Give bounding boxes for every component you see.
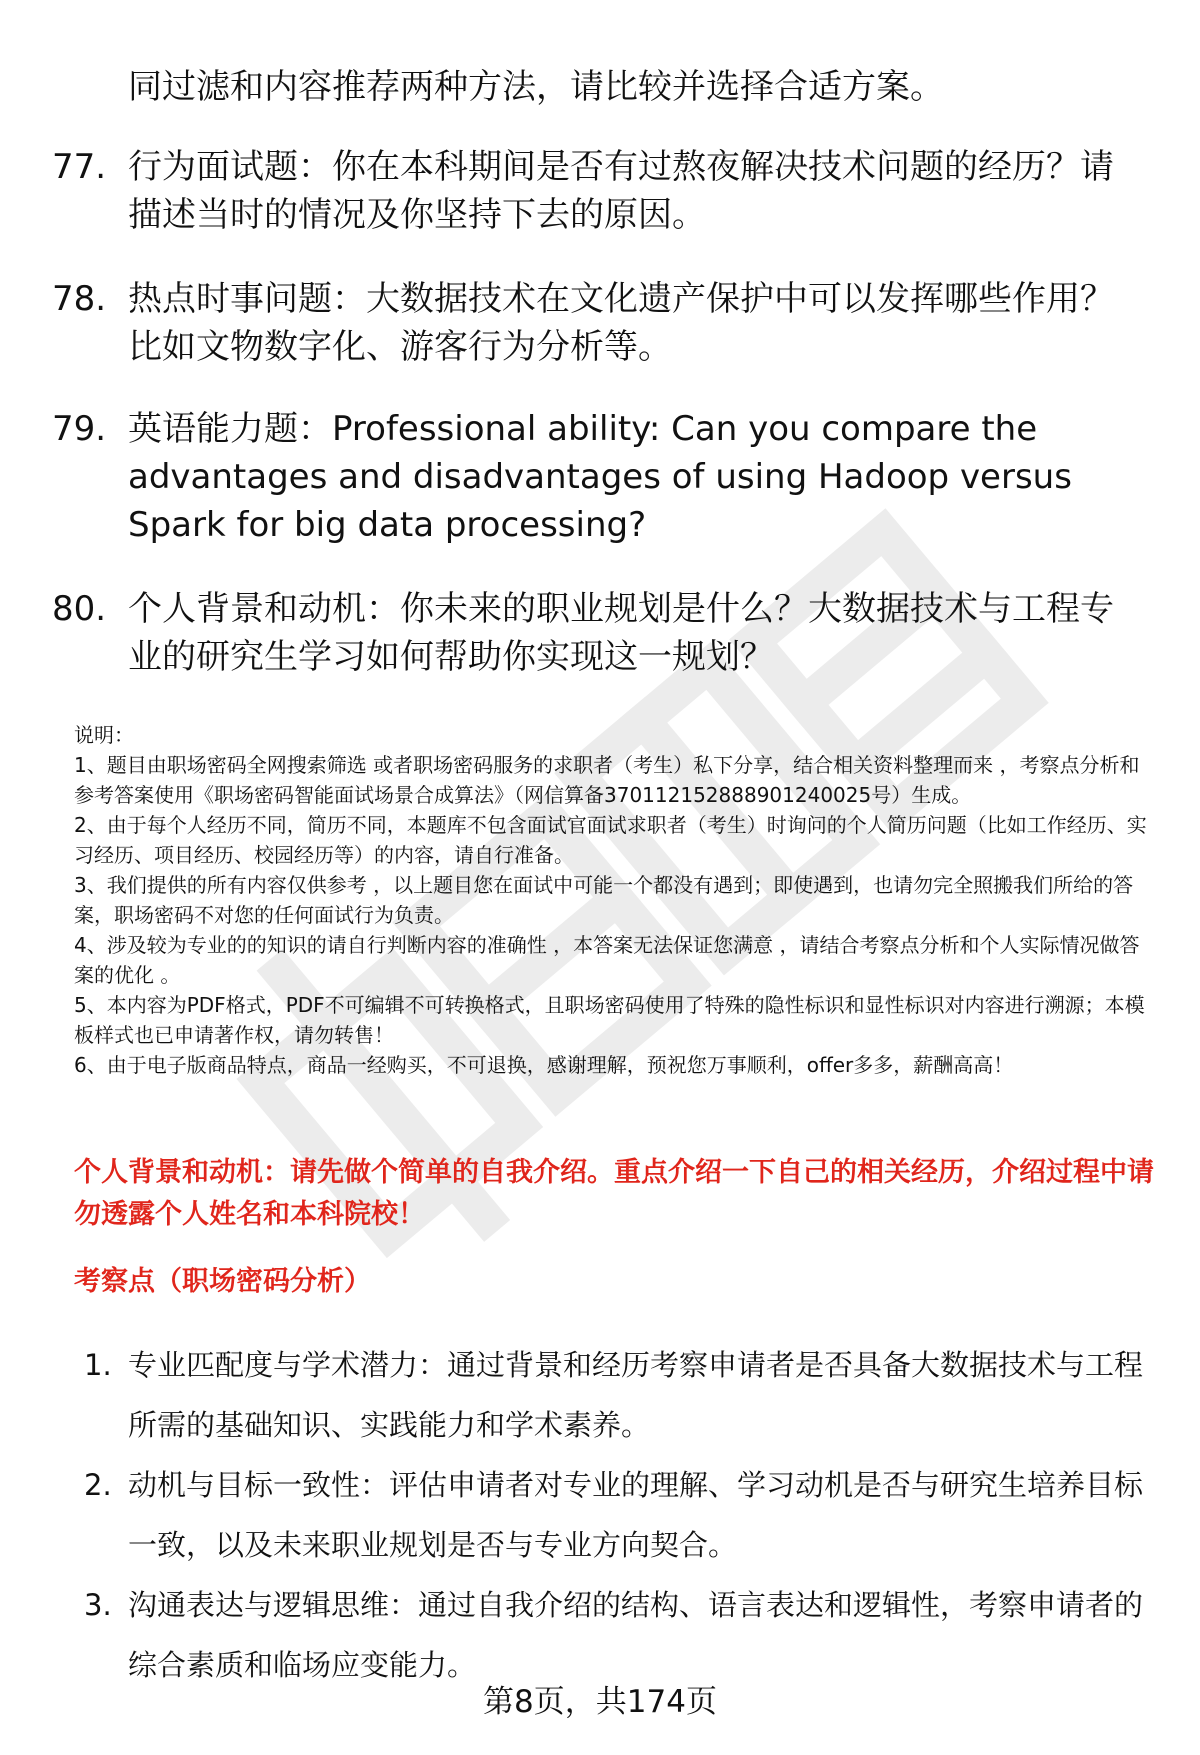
highlight-question: 个人背景和动机：请先做个简单的自我介绍。重点介绍一下自己的相关经历，介绍过程中请勿透露个人姓名和本科院校！ <box>74 1157 1154 1230</box>
question-number: 77. <box>52 147 107 187</box>
question-continuation: 同过滤和内容推荐两种方法，请比较并选择合适方案。 <box>128 67 944 107</box>
note-item: 5、本内容为PDF格式，PDF不可编辑不可转换格式，且职场密码使用了特殊的隐性标识和显性标识对内容进行溯源；本模板样式也已申请著作权，请勿转售！ <box>74 993 1145 1047</box>
question-item <box>52 405 1142 549</box>
notes-block <box>74 720 1154 1080</box>
point-text: 专业匹配度与学术潜力：通过背景和经历考察申请者是否具备大数据技术与工程所需的基础知识、实践能力和学术素养。 <box>128 1348 1144 1442</box>
point-text: 动机与目标一致性：评估申请者对专业的理解、学习动机是否与研究生培养目标一致，以及未来职业规划是否与专业方向契合。 <box>128 1468 1144 1562</box>
question-text: 个人背景和动机：你未来的职业规划是什么？大数据技术与工程专业的研究生学习如何帮助你实现这一规划？ <box>128 589 1114 677</box>
question-text: 行为面试题：你在本科期间是否有过熬夜解决技术问题的经历？请描述当时的情况及你坚持下去的原因。 <box>128 147 1114 235</box>
page-footer: 第8页，共174页 <box>483 1684 717 1720</box>
question-number: 80. <box>52 589 107 629</box>
notes-title: 说明： <box>74 723 134 747</box>
question-number: 79. <box>52 409 107 449</box>
note-item: 1、题目由职场密码全网搜索筛选 或者职场密码服务的求职者（考生）私下分享，结合相关资料整理而来 ，考察点分析和参考答案使用《职场密码智能面试场景合成算法》（网信算备370112152888901240025号）生成。 <box>74 753 1140 807</box>
point-number: 2. <box>84 1468 112 1502</box>
note-item: 2、由于每个人经历不同，简历不同，本题库不包含面试官面试求职者（考生）时询问的个人简历问题（比如工作经历、实习经历、项目经历、校园经历等）的内容，请自行准备。 <box>74 813 1147 867</box>
question-item <box>52 143 1142 239</box>
section-title: 考察点（职场密码分析） <box>74 1266 371 1297</box>
note-item: 4、涉及较为专业的的知识的请自行判断内容的准确性 ，本答案无法保证您满意 ，请结合考察点分析和个人实际情况做答案的优化 。 <box>74 933 1140 987</box>
point-text: 沟通表达与逻辑思维：通过自我介绍的结构、语言表达和逻辑性，考察申请者的综合素质和临场应变能力。 <box>128 1588 1144 1682</box>
question-text: 热点时事问题：大数据技术在文化遗产保护中可以发挥哪些作用？比如文物数字化、游客行为分析等。 <box>128 279 1114 367</box>
question-text: 英语能力题：Professional ability: Can you compare the advantages and disadvantages of using Hadoop versus Spark for big data processing? <box>128 409 1072 545</box>
point-number: 3. <box>84 1588 112 1622</box>
question-item <box>52 585 1142 681</box>
point-item <box>84 1335 1144 1455</box>
point-item <box>84 1455 1144 1575</box>
question-item <box>52 275 1142 371</box>
note-item: 6、由于电子版商品特点，商品一经购买，不可退换，感谢理解，预祝您万事顺利，offer多多，薪酬高高！ <box>74 1053 1014 1077</box>
question-number: 78. <box>52 279 107 319</box>
assessment-points <box>84 1335 1144 1695</box>
note-item: 3、我们提供的所有内容仅供参考 ，以上题目您在面试中可能一个都没有遇到；即使遇到，也请勿完全照搬我们所给的答案，职场密码不对您的任何面试行为负责。 <box>74 873 1134 927</box>
point-item <box>84 1575 1144 1695</box>
point-number: 1. <box>84 1348 112 1382</box>
